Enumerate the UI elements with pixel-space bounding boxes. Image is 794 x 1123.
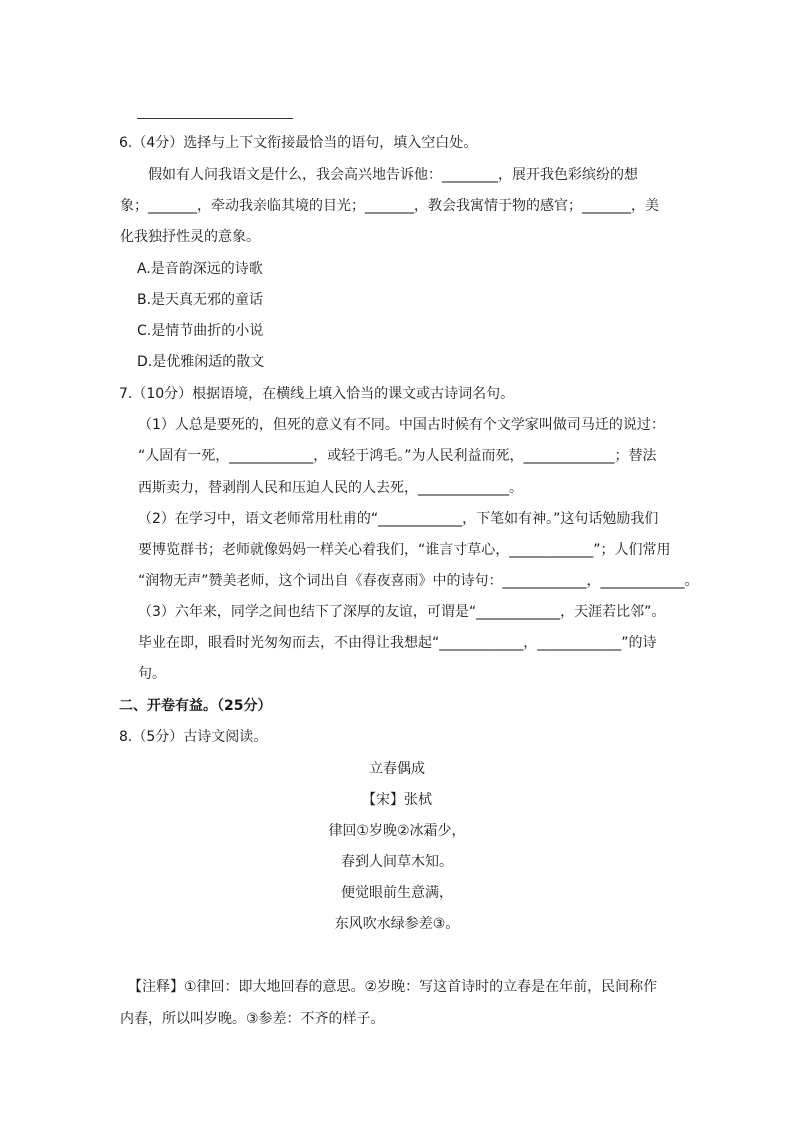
notes-line-2: 内春，所以叫岁晚。③参差：不齐的样子。 xyxy=(120,1011,385,1027)
q6-option-d: D.是优雅闲适的散文 xyxy=(137,354,265,370)
q7-line-5: 要博览群书；老师就像妈妈一样关心着我们，“谁言寸草心，____________”；人们常用 xyxy=(138,542,671,558)
section-2-title: 二、开卷有益。（25分） xyxy=(119,698,272,714)
q7-line-8: 毕业在即，眼看时光匆匆而去，不由得让我想起“____________，____________”的诗 xyxy=(138,635,657,651)
notes-line-1: 【注释】①律回：即大地回春的意思。②岁晚：写这首诗时的立春是在年前，民间称作 xyxy=(128,979,658,995)
question-7-header: 7.（10分）根据语境，在横线上填入恰当的课文或古诗词名句。 xyxy=(119,386,515,402)
poem-line-3: 便觉眼前生意满， xyxy=(341,885,453,901)
poem-line-4: 东风吹水绿参差③。 xyxy=(334,916,460,932)
poem-line-2: 春到人间草木知。 xyxy=(341,854,453,870)
poem-title: 立春偶成 xyxy=(369,761,425,777)
q7-line-3: 西斯卖力，替剥削人民和压迫人民的人去死，_____________。 xyxy=(138,480,523,496)
q7-line-6: “润物无声”赞美老师，这个词出自《春夜喜雨》中的诗句：____________，____________。 xyxy=(138,573,699,589)
question-6-header: 6.（4分）选择与上下文衔接最恰当的语句，填入空白处。 xyxy=(119,135,478,151)
q6-option-c: C.是情节曲折的小说 xyxy=(137,323,264,339)
q7-line-9: 句。 xyxy=(138,666,166,682)
poem-line-1: 律回①岁晚②冰霜少， xyxy=(328,823,466,839)
q6-option-b: B.是天真无邪的童话 xyxy=(137,292,264,308)
q7-line-7: （3）六年来，同学之间也结下了深厚的友谊，可谓是“____________，天涯若比邻”。 xyxy=(138,604,666,620)
q7-line-4: （2）在学习中，语文老师常用杜甫的“____________，下笔如有神。”这句话勉励我们 xyxy=(138,511,659,527)
q6-option-a: A.是音韵深远的诗歌 xyxy=(137,261,263,277)
poem-author: 【宋】张栻 xyxy=(362,792,432,808)
q7-line-1: （1）人总是要死的，但死的意义有不同。中国古时候有个文学家叫做司马迁的说过： xyxy=(138,417,665,433)
q6-passage-line-2: 象；_______，牵动我亲临其境的目光；_______，教会我寓情于物的感官；_______，美 xyxy=(120,198,659,214)
q7-line-2: “人固有一死，____________，或轻于鸿毛。”为人民利益而死，_____________；替法 xyxy=(138,448,657,464)
answer-blank-line xyxy=(137,118,293,119)
q6-passage-line-3: 化我独抒性灵的意象。 xyxy=(120,229,260,245)
question-8-header: 8.（5分）古诗文阅读。 xyxy=(119,729,268,745)
q6-passage-line-1: 假如有人问我语文是什么，我会高兴地告诉他：________，展开我色彩缤纷的想 xyxy=(148,167,638,183)
